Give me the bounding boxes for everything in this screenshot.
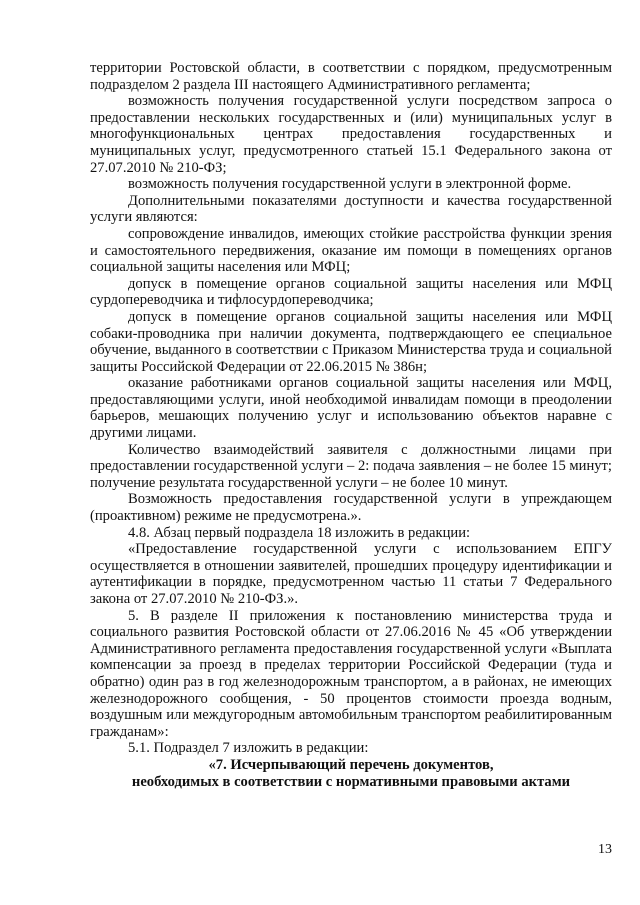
paragraph-5: сопровождение инвалидов, имеющих стойкие расстройства функции зрения и самостоятельного передвижения, оказание им помощи в помещениях органов социальной защиты населения или МФЦ; [90, 225, 612, 276]
paragraph-12: «Предоставление государственной услуги с использованием ЕПГУ осуществляется в отношении заявителей, прошедших процедуру идентификации и аутентификации в порядке, предусмотренном частью 11 статьи 7 Федерального закона от 27.07.2010 № 210-ФЗ.». [90, 541, 612, 607]
paragraph-7: допуск в помещение органов социальной защиты населения или МФЦ собаки-проводника при наличии документа, подтверждающего ее специальное обучение, выданного в соответствии с Приказом Министерства труда и социальной защиты Российской Федерации от 22.06.2015 № 386н; [90, 308, 612, 375]
paragraph-4: Дополнительными показателями доступности и качества государственной услуги являются: [90, 192, 612, 226]
document-page [90, 60, 612, 790]
paragraph-11: 4.8. Абзац первый подраздела 18 изложить в редакции: [128, 524, 471, 541]
paragraph-13: 5. В разделе II приложения к постановлению министерства труда и социального развития Ростовской области от 27.06.2016 № 45 «Об утверждении Административного регламента предоставления государственной услуги «Выплата компенсации за проезд в пределах территории Российской Федерации (туда и обратно) один раз в год железнодорожным транспортом, а в районах, не имеющих железнодорожного сообщения, - 50 процентов стоимости проезда водным, воздушным или междугородным автомобильным транспортом реабилитированным гражданам»: [90, 607, 612, 740]
paragraph-14: 5.1. Подраздел 7 изложить в редакции: [128, 740, 369, 757]
paragraph-2: возможность получения государственной услуги посредством запроса о предоставлении нескольких государственных и (или) муниципальных услуг в многофункциональных центрах предоставления государственных и муниципальных услуг, предусмотренного статьей 15.1 Федерального закона от 27.07.2010 № 210-ФЗ; [90, 93, 612, 176]
paragraph-3: возможность получения государственной услуги в электронной форме. [128, 176, 572, 193]
section-heading-line-1: «7. Исчерпывающий перечень документов, [208, 756, 494, 773]
paragraph-6: допуск в помещение органов социальной защиты населения или МФЦ сурдопереводчика и тифлосурдопереводчика; [90, 275, 612, 309]
paragraph-9: Количество взаимодействий заявителя с должностными лицами при предоставлении государственной услуги – 2: подача заявления – не более 15 минут; получение результата государственной услуги – не более 10 минут. [90, 441, 612, 491]
page-number: 13 [598, 842, 612, 857]
paragraph-8: оказание работниками органов социальной защиты населения или МФЦ, предоставляющими услуги, иной необходимой инвалидам помощи в преодолении барьеров, мешающих получению услуг и использованию объектов наравне с другими лицами. [90, 375, 612, 442]
paragraph-10: Возможность предоставления государственной услуги в упреждающем (проактивном) режиме не предусмотрена.». [90, 491, 612, 525]
paragraph-1: территории Ростовской области, в соответствии с порядком, предусмотренным подразделом 2 раздела III настоящего Административного регламента; [90, 60, 612, 93]
section-heading-line-2: необходимых в соответствии с нормативными правовыми актами [131, 773, 571, 790]
